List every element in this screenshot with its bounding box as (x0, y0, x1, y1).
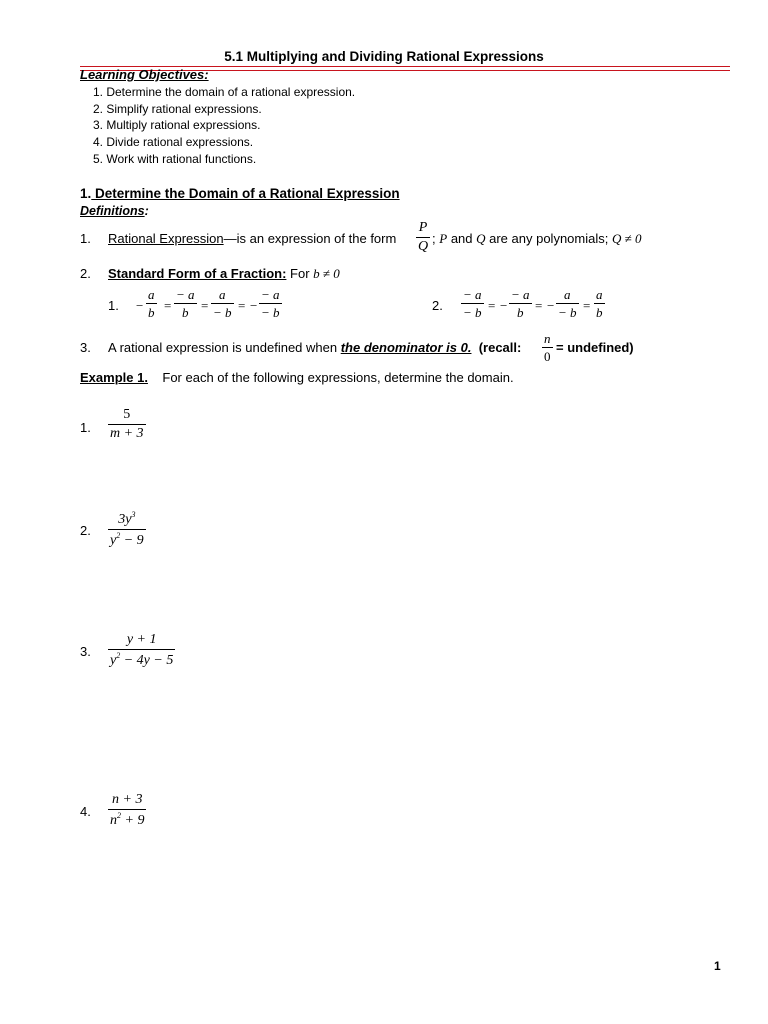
minus-sign: − (547, 298, 555, 313)
denominator-exponent: 2 (117, 811, 121, 820)
fraction-numerator: 5 (123, 407, 131, 422)
def1-semicolon: ; (432, 231, 436, 246)
def1-term: Rational Expression (108, 231, 224, 246)
problem-3-fraction (108, 633, 175, 668)
fraction-denominator: b (148, 305, 155, 320)
def2-term: Standard Form of a Fraction: (108, 266, 287, 281)
fraction-denominator (108, 652, 175, 668)
fraction-denominator: m + 3 (110, 426, 144, 441)
objective-item: 5. Work with rational functions. (93, 151, 257, 166)
def1-tail (432, 231, 642, 247)
def3-recall: (recall: (478, 340, 522, 355)
definitions-text: Definitions (80, 204, 145, 218)
problem-1-fraction (108, 408, 146, 441)
def3-line (108, 340, 521, 355)
denominator-tail: + 9 (121, 813, 145, 828)
fraction-denominator: Q (418, 239, 429, 254)
denominator-tail: − 9 (120, 533, 144, 548)
equals-sign: = (164, 298, 172, 313)
fraction-bar (146, 303, 157, 304)
def2-condition: b ≠ 0 (313, 266, 340, 281)
fraction-denominator: − b (558, 305, 577, 320)
minus-sign: − (500, 298, 508, 313)
fraction-bar (594, 303, 605, 304)
fraction-bar (174, 303, 197, 304)
fraction-bar (108, 809, 146, 810)
objective-item: 2. Simplify rational expressions. (93, 101, 262, 116)
fraction-denominator: − b (261, 305, 280, 320)
fraction-bar (108, 649, 175, 650)
fraction-numerator (116, 511, 137, 527)
form2-fraction-1 (461, 288, 484, 319)
objective-item: 1. Determine the domain of a rational expression. (93, 85, 356, 99)
form2-fraction-4 (594, 288, 605, 319)
fraction-denominator: 0 (544, 349, 551, 364)
fraction-numerator: n (544, 331, 551, 346)
fraction-numerator: − a (463, 287, 482, 302)
minus-sign: − (250, 298, 258, 313)
denominator-base: y (110, 653, 117, 668)
equals-sign: = (488, 298, 496, 313)
problem-2-fraction (108, 511, 146, 548)
problem-label: 1. (80, 420, 91, 435)
denominator-exponent: 2 (116, 651, 121, 660)
fraction-numerator: P (418, 220, 428, 235)
def2-text: For (290, 266, 310, 281)
fraction-numerator: n + 3 (112, 792, 143, 807)
fraction-bar (259, 303, 282, 304)
objective-item: 4. Divide rational expressions. (93, 135, 254, 150)
fraction-bar (416, 237, 430, 238)
fraction-numerator: a (596, 287, 603, 302)
form1-fraction-1 (146, 288, 157, 319)
def1-fraction (416, 221, 430, 254)
page-title: 5.1 Multiplying and Dividing Rational Expressions (224, 49, 544, 64)
fraction-denominator: b (596, 305, 603, 320)
example-label: Example 1. (80, 370, 148, 385)
fraction-numerator: a (564, 287, 571, 302)
def1-number: 1. (80, 231, 91, 246)
problem-label: 2. (80, 523, 91, 538)
example-text: For each of the following expressions, determine the domain. (162, 370, 514, 385)
fraction-bar (108, 529, 146, 530)
def1-condition: Q ≠ 0 (611, 231, 642, 246)
def3-text: A rational expression is undefined when (108, 340, 338, 355)
fraction-denominator: b (517, 305, 524, 320)
numerator-base: 3y (118, 512, 132, 527)
form2-fraction-3 (556, 288, 579, 319)
problem-label: 3. (80, 644, 91, 659)
fraction-numerator: − a (511, 287, 530, 302)
def2-number: 2. (80, 266, 91, 281)
fraction-numerator: y + 1 (126, 632, 157, 647)
page-number: 1 (714, 959, 721, 973)
def1-text: —is an expression of the form (223, 231, 397, 246)
form1-fraction-4 (259, 288, 282, 319)
example-heading (80, 370, 514, 385)
equals-sign: = (583, 298, 591, 313)
def1-and: and (447, 231, 477, 246)
learning-objectives-heading: Learning Objectives: (80, 67, 209, 82)
def3-emphasis: the denominator is 0. (340, 340, 472, 355)
fraction-denominator: b (182, 305, 189, 320)
def1-line (108, 231, 396, 246)
def1-p: P (439, 231, 448, 246)
def1-q: Q (476, 231, 486, 246)
definitions-label (80, 204, 149, 218)
fraction-denominator (108, 812, 146, 828)
fraction-bar (542, 347, 553, 348)
fraction-denominator: − b (213, 305, 232, 320)
fraction-bar (108, 424, 146, 425)
def3-tail: = undefined) (556, 340, 634, 355)
fraction-numerator: − a (261, 287, 280, 302)
form2-label: 2. (432, 298, 443, 313)
denominator-base: n (110, 813, 117, 828)
section-number: 1. (80, 186, 92, 201)
problem-4-fraction (108, 793, 146, 828)
objective-item: 3. Multiply rational expressions. (93, 118, 261, 133)
equals-sign: = (201, 298, 209, 313)
learning-objectives-list (93, 84, 355, 168)
denominator-tail: − 4y − 5 (120, 653, 174, 668)
denominator-base: y (110, 533, 117, 548)
fraction-bar (509, 303, 532, 304)
fraction-numerator: a (148, 287, 155, 302)
section-title: Determine the Domain of a Rational Expression (91, 186, 400, 201)
form1-fraction-2 (174, 288, 197, 319)
definitions-colon: : (144, 204, 149, 218)
form2-fraction-2 (509, 288, 532, 319)
fraction-bar (461, 303, 484, 304)
fraction-bar (556, 303, 579, 304)
fraction-denominator: − b (463, 305, 482, 320)
def3-fraction (542, 332, 553, 363)
equals-sign: = (238, 298, 246, 313)
denominator-exponent: 2 (116, 531, 121, 540)
fraction-numerator: − a (176, 287, 195, 302)
def1-tail-text: are any polynomials; (485, 231, 609, 246)
problem-label: 4. (80, 804, 91, 819)
minus-sign: − (136, 298, 144, 313)
def3-number: 3. (80, 340, 91, 355)
section-heading (80, 186, 400, 201)
fraction-numerator: a (219, 287, 226, 302)
fraction-denominator (108, 532, 146, 548)
form1-fraction-3 (211, 288, 234, 319)
numerator-exponent: 3 (131, 510, 136, 519)
fraction-bar (211, 303, 234, 304)
equals-sign: = (535, 298, 543, 313)
def2-line (108, 266, 340, 282)
form1-label: 1. (108, 298, 119, 313)
